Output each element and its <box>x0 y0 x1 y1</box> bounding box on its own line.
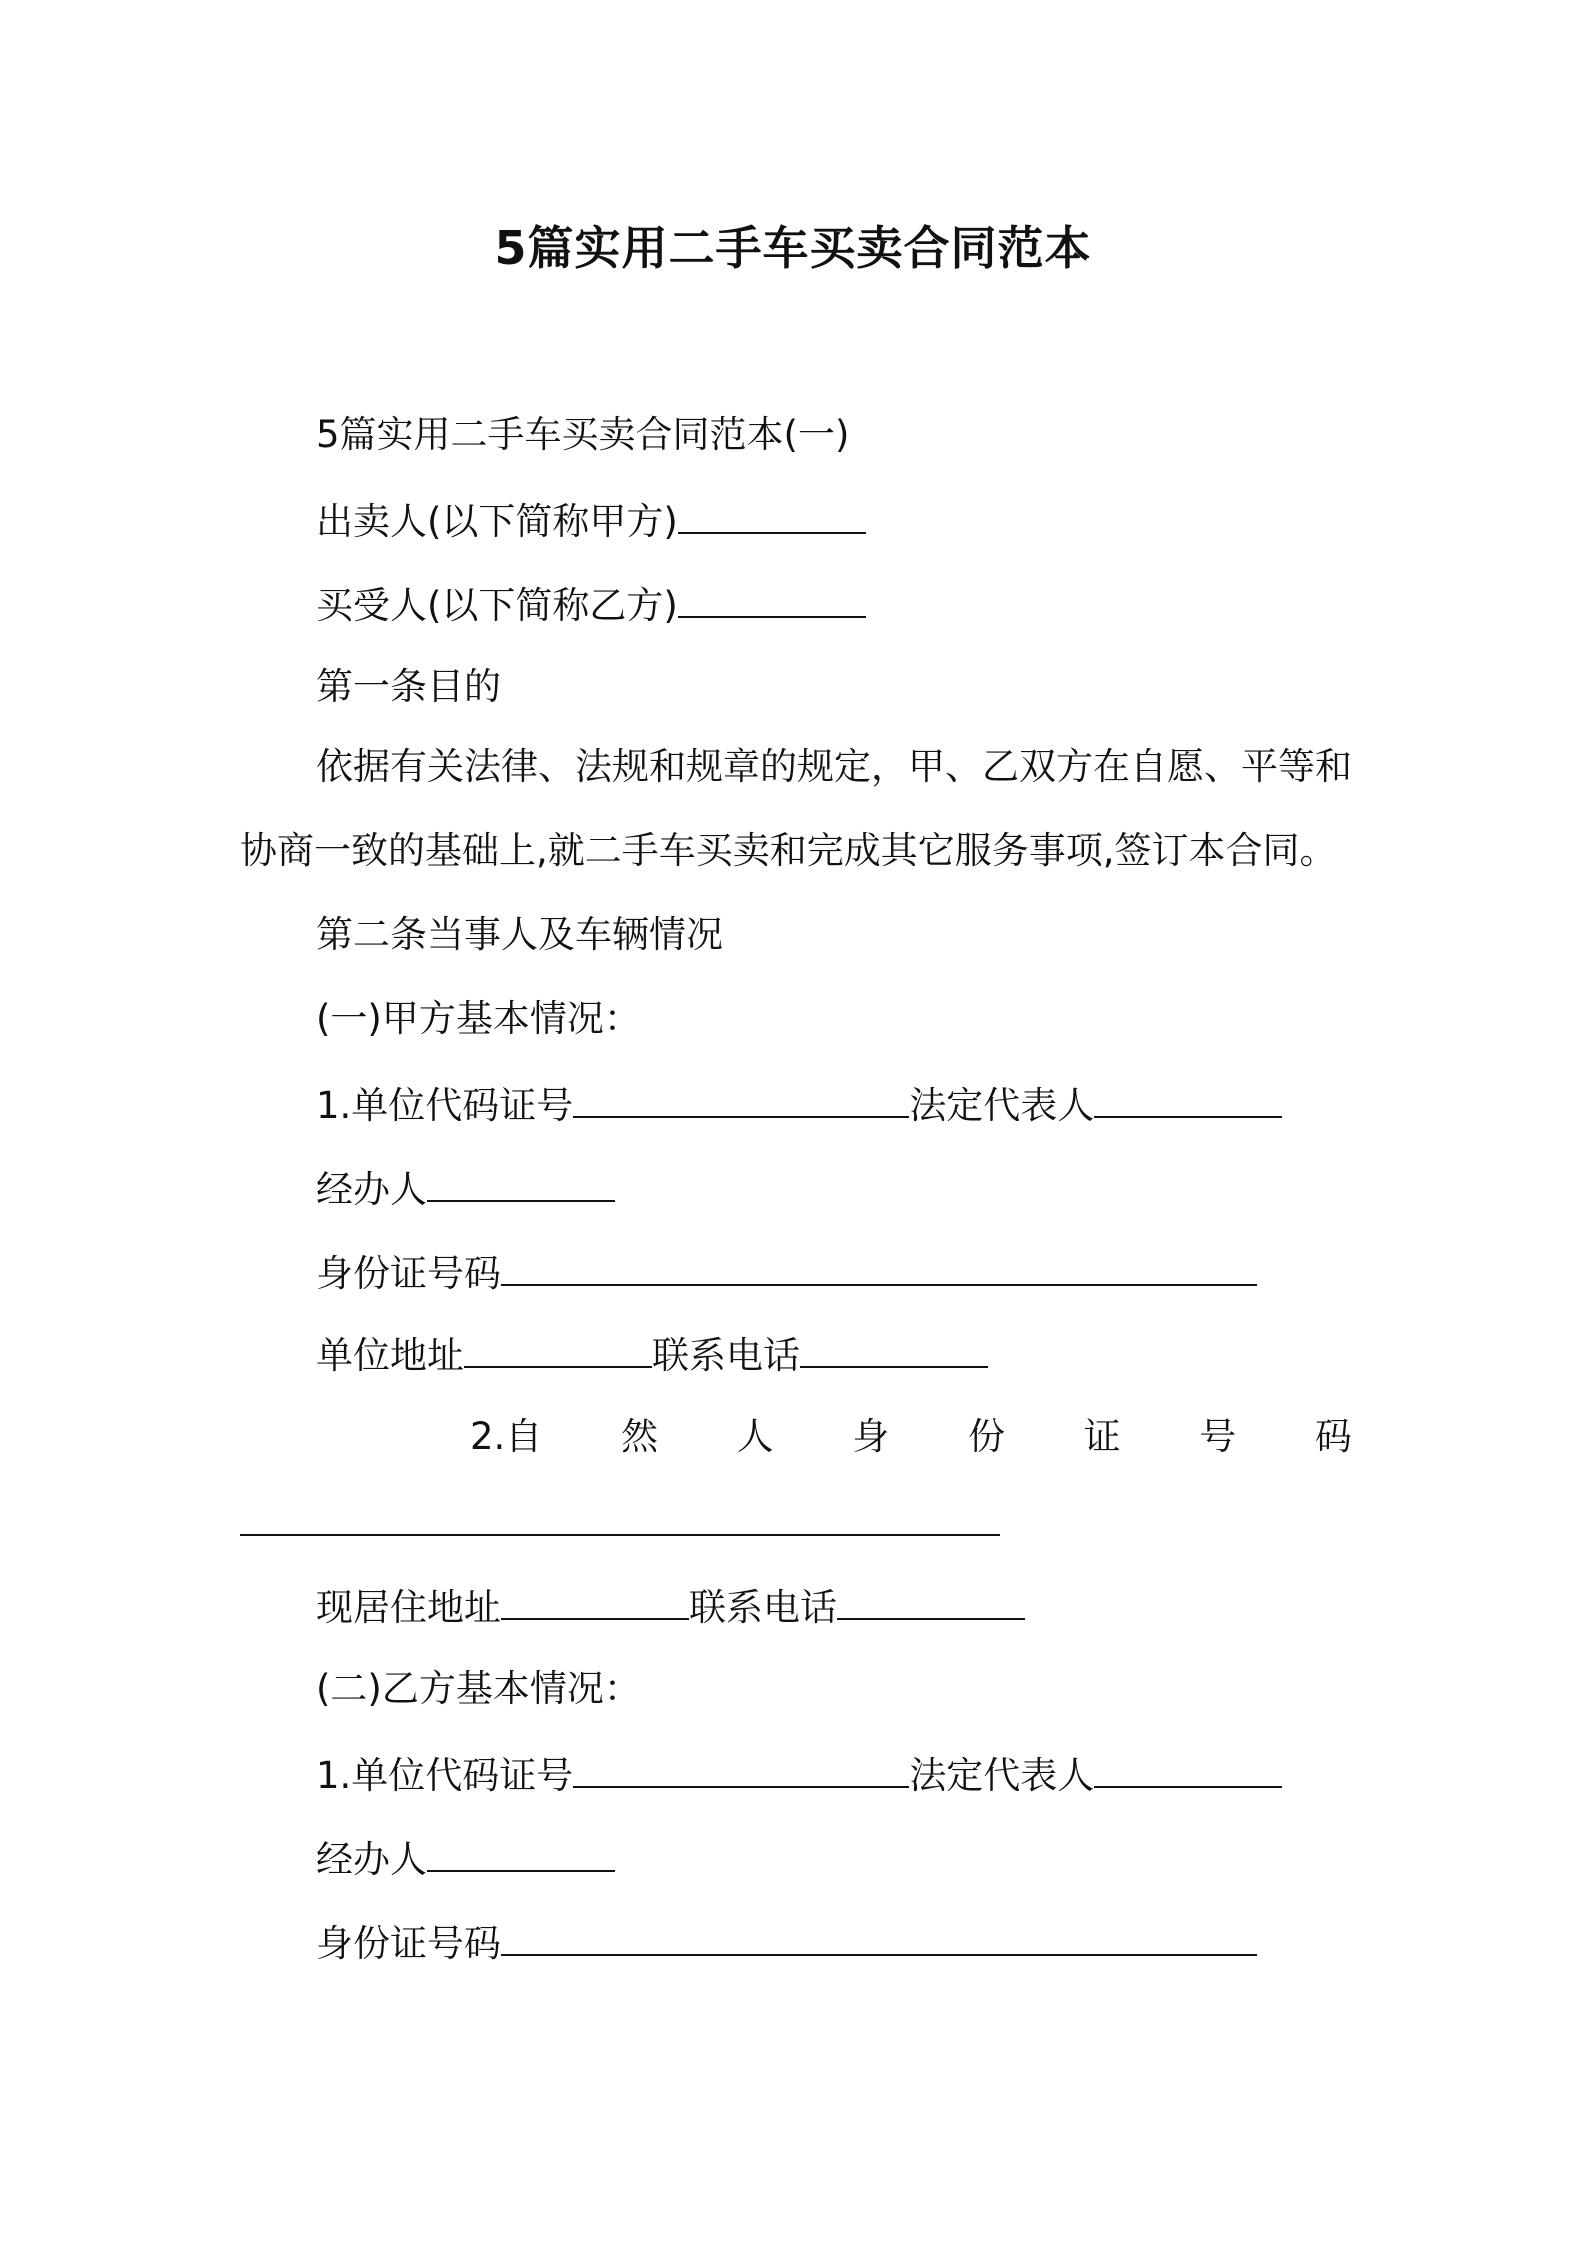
party-a-unit-code-label: 1.单位代码证号 <box>316 1084 574 1127</box>
party-a-residence-label: 现居住地址 <box>316 1586 501 1629</box>
natural-id-char: 人 <box>736 1415 774 1458</box>
buyer-blank[interactable] <box>678 578 866 618</box>
natural-id-char: 证 <box>1083 1415 1121 1458</box>
party-a-phone2-blank[interactable] <box>837 1580 1025 1620</box>
party-b-unit-code-label: 1.单位代码证号 <box>316 1754 574 1797</box>
party-a-id-blank[interactable] <box>501 1246 1257 1286</box>
party-b-id-line <box>316 1916 1257 1966</box>
party-b-unit-code-blank[interactable] <box>573 1748 909 1788</box>
party-a-phone2-label: 联系电话 <box>689 1586 837 1629</box>
party-a-agent-line <box>316 1162 615 1212</box>
buyer-line <box>316 578 866 628</box>
party-a-id-line <box>316 1246 1257 1296</box>
party-a-heading: (一)甲方基本情况： <box>316 997 641 1040</box>
section-heading: 5篇实用二手车买卖合同范本(一) <box>316 413 850 456</box>
party-b-unit-code-line <box>316 1748 1282 1798</box>
party-b-id-blank[interactable] <box>501 1916 1257 1956</box>
natural-id-char: 然 <box>620 1415 658 1458</box>
party-b-agent-line <box>316 1832 615 1882</box>
party-b-agent-blank[interactable] <box>427 1832 615 1872</box>
natural-id-char: 份 <box>967 1415 1005 1458</box>
party-a-phone-label: 联系电话 <box>652 1334 800 1377</box>
party-a-natural-id-blank-line <box>240 1496 1000 1546</box>
party-a-address-label: 单位地址 <box>316 1334 464 1377</box>
article2-heading: 第二条当事人及车辆情况 <box>316 913 723 956</box>
party-b-heading: (二)乙方基本情况： <box>316 1667 641 1710</box>
party-b-legal-rep-label: 法定代表人 <box>909 1754 1095 1797</box>
seller-label: 出卖人(以下简称甲方) <box>316 500 678 543</box>
party-a-legal-rep-label: 法定代表人 <box>909 1084 1095 1127</box>
buyer-label: 买受人(以下简称乙方) <box>316 584 678 627</box>
party-a-residence-blank[interactable] <box>501 1580 689 1620</box>
seller-line <box>316 494 866 544</box>
party-a-agent-label: 经办人 <box>316 1168 427 1211</box>
party-a-unit-code-line <box>316 1078 1282 1128</box>
natural-id-char: 号 <box>1199 1415 1237 1458</box>
seller-blank[interactable] <box>678 494 866 534</box>
natural-id-char: 2.自 <box>470 1415 543 1458</box>
article1-paragraph-line1: 依据有关法律、法规和规章的规定，甲、乙双方在自愿、平等和 <box>316 745 1352 788</box>
party-a-natural-id-line <box>470 1412 1352 1462</box>
party-a-phone-blank[interactable] <box>800 1328 988 1368</box>
party-a-residence-line <box>316 1580 1025 1630</box>
party-a-unit-code-blank[interactable] <box>573 1078 909 1118</box>
party-a-natural-id-blank[interactable] <box>240 1496 1000 1536</box>
party-a-id-label: 身份证号码 <box>316 1252 501 1295</box>
document-title: 5篇实用二手车买卖合同范本 <box>494 221 1092 275</box>
natural-id-char: 身 <box>852 1415 890 1458</box>
natural-id-char: 码 <box>1314 1415 1352 1458</box>
party-a-address-blank[interactable] <box>464 1328 652 1368</box>
party-b-id-label: 身份证号码 <box>316 1922 501 1965</box>
party-a-agent-blank[interactable] <box>427 1162 615 1202</box>
party-b-agent-label: 经办人 <box>316 1838 427 1881</box>
article1-heading: 第一条目的 <box>316 665 501 708</box>
party-a-address-line <box>316 1328 988 1378</box>
party-b-legal-rep-blank[interactable] <box>1094 1748 1282 1788</box>
party-a-legal-rep-blank[interactable] <box>1094 1078 1282 1118</box>
article1-paragraph-line2: 协商一致的基础上,就二手车买卖和完成其它服务事项,签订本合同。 <box>240 829 1337 872</box>
